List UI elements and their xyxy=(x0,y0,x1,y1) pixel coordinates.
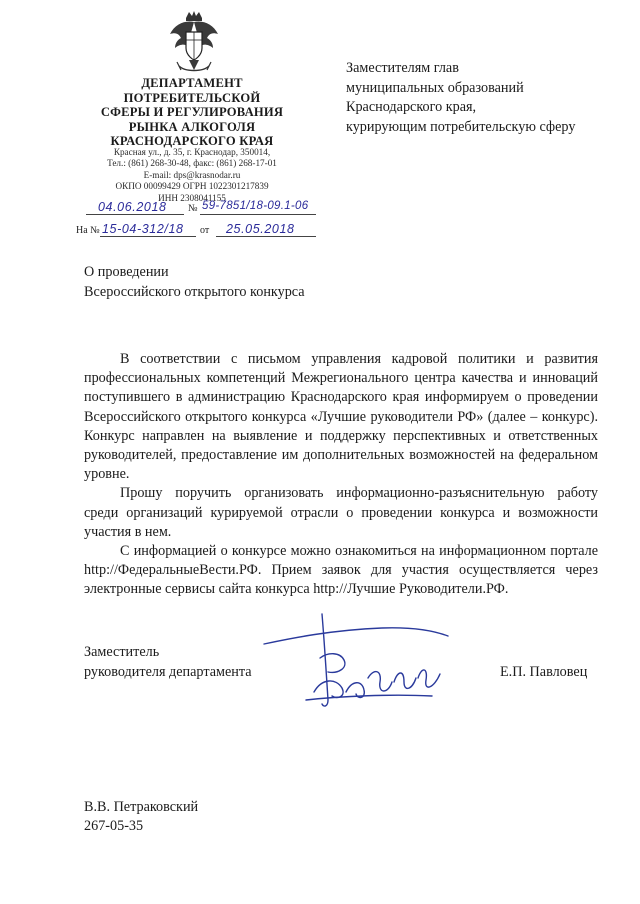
addressee-line: Заместителям глав xyxy=(346,60,459,76)
executor-block xyxy=(84,798,284,836)
department-name-line: ДЕПАРТАМЕНТ xyxy=(141,76,243,90)
handwritten-signature xyxy=(262,608,452,718)
body-paragraph: Прошу поручить организовать информационно-разъяснительную работу среди организаций курируемой отрасли о проведении конкурса и возможности участия в нем. xyxy=(84,485,598,540)
registration-number: 59-7851/18-09.1-06 xyxy=(202,200,309,212)
contact-okpo: ОКПО 00099429 ОГРН 1022301217839 xyxy=(115,181,269,192)
department-name-line: ПОТРЕБИТЕЛЬСКОЙ xyxy=(123,90,261,105)
department-contacts xyxy=(74,147,310,204)
reference-number: 15-04-312/18 xyxy=(102,222,184,236)
reference-label: На № xyxy=(76,225,100,236)
department-name-line: РЫНКА АЛКОГОЛЯ xyxy=(128,119,256,134)
letter-body xyxy=(84,350,598,600)
executor-phone: 267-05-35 xyxy=(84,818,144,834)
coat-of-arms-icon xyxy=(167,10,221,74)
contact-address: Красная ул., д. 35, г. Краснодар, 350014, xyxy=(113,147,271,157)
signatory-title-line: Заместитель xyxy=(84,644,160,660)
reference-from-label: от xyxy=(200,225,210,236)
department-name-line: КРАСНОДАРСКОГО КРАЯ xyxy=(110,134,274,149)
letter-subject xyxy=(84,262,384,302)
department-name xyxy=(74,76,310,149)
subject-line: О проведении xyxy=(84,264,169,280)
addressee-line: курирующим потребительскую сферу xyxy=(346,118,576,135)
addressee-line: Краснодарского края, xyxy=(346,99,477,115)
subject-line: Всероссийского открытого конкурса xyxy=(84,284,305,300)
addressee-line: муниципальных образований xyxy=(346,79,524,96)
body-paragraph: С информацией о конкурсе можно ознакомиться на информационном портале http://ФедеральныеВести.РФ. Прием заявок для участия осуществляется через электронные сервисы сайта конкурса http://Лучшие Руководители.РФ. xyxy=(84,543,598,598)
registration-date: 04.06.2018 xyxy=(98,200,167,214)
department-name-line: СФЕРЫ И РЕГУЛИРОВАНИЯ xyxy=(100,105,284,120)
registration-row xyxy=(86,200,316,216)
executor-name: В.В. Петраковский xyxy=(84,799,199,815)
contact-phone: Тел.: (861) 268-30-48, факс: (861) 268-17-01 xyxy=(107,158,277,169)
registration-number-label: № xyxy=(188,203,198,214)
body-paragraph: В соответствии с письмом управления кадровой политики и развития профессиональных компетенций Межрегионального центра качества и инноваций поступившего в администрацию Краснодарского края информируем о проведении Всероссийского открытого конкурса «Лучшие руководители РФ» (далее – конкурс). Конкурс направлен на выявление и поддержку перспективных и ответственных руководителей, предоставление им дополнительных возможностей на федеральном уровне. xyxy=(84,351,598,483)
contact-email: E-mail: dps@krasnodar.ru xyxy=(143,169,241,180)
signatory-title-line: руководителя департамента xyxy=(84,664,252,680)
addressee-block xyxy=(346,59,626,137)
contact-inn: ИНН 2308041155 xyxy=(158,192,226,203)
reference-row xyxy=(76,222,316,238)
signatory-name: Е.П. Павловец xyxy=(500,664,588,680)
reference-date: 25.05.2018 xyxy=(226,222,295,236)
